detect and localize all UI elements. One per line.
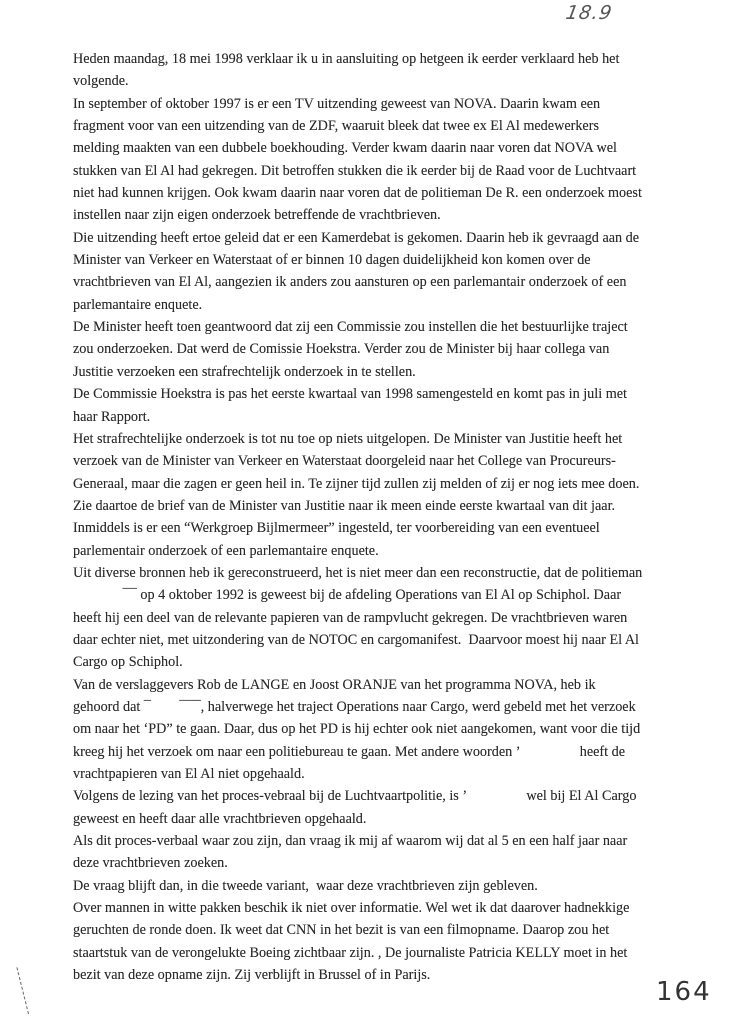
text-line: Die uitzending heeft ertoe geleid dat er een Kamerdebat is gekomen. Daarin heb ik gevraagd aan de — [73, 229, 640, 246]
text-line: niet had kunnen krijgen. Ook kwam daarin naar voren dat de politieman De R. een onderzoek moest — [73, 185, 642, 202]
text-line: In september of oktober 1997 is er een TV uitzending geweest van NOVA. Daarin kwam een — [73, 95, 601, 112]
text-line: instellen naar zijn eigen onderzoek betreffende de vrachtbrieven. — [73, 207, 441, 224]
text-line: parlementair onderzoek of een parlemantaire enquete. — [73, 542, 379, 559]
text-line: De Minister heeft toen geantwoord dat zij een Commissie zou instellen die het bestuurlijke traject — [73, 319, 628, 336]
text-line: geweest en heeft daar alle vrachtbrieven opgehaald. — [73, 810, 367, 827]
text-line: Zie daartoe de brief van de Minister van Justitie naar ik meen einde eerste kwartaal van dit jaar. — [73, 497, 616, 514]
text-line: Minister van Verkeer en Waterstaat of er binnen 10 dagen duidelijkheid kon komen over de — [73, 252, 591, 269]
text-line: haar Rapport. — [73, 408, 151, 425]
handwritten-page-number: 164 — [656, 977, 712, 1007]
text-line: om naar het ‘PD” te gaan. Daar, dus op het PD is hij echter ook niet aangekomen, want voor die tijd — [73, 721, 641, 738]
text-line: bezit van deze opname zijn. Zij verblijft in Brussel of in Parijs. — [73, 967, 431, 984]
text-line: De Commissie Hoekstra is pas het eerste kwartaal van 1998 samengesteld en komt pas in juli met — [73, 386, 627, 403]
text-line: Uit diverse bronnen heb ik gereconstrueerd, het is niet meer dan een reconstructie, dat de politieman — [73, 564, 643, 581]
text-line: Generaal, maar die zagen er geen heil in. Te zijner tijd zullen zij melden of zij er nog iets mee doen. — [73, 475, 640, 492]
text-line: heeft hij een deel van de relevante papieren van de rampvlucht gekregen. De vrachtbrieven waren — [73, 609, 628, 626]
text-line: Inmiddels is er een “Werkgroep Bijlmermeer” ingesteld, ter voorbereiding van een eventueel — [73, 520, 600, 537]
handwritten-annotation-top: 18.9 — [564, 2, 615, 24]
text-line: Over mannen in witte pakken beschik ik niet over informatie. Wel wet ik dat daarover hadnekkige — [73, 900, 630, 917]
text-line: Het strafrechtelijke onderzoek is tot nu toe op niets uitgelopen. De Minister van Justitie heeft het — [73, 430, 623, 447]
text-line: kreeg hij het verzoek om naar een politiebureau te gaan. Met andere woorden ’ heeft de — [73, 743, 626, 760]
text-line: vrachtbrieven van El Al, aangezien ik anders zou aansturen op een parlemantair onderzoek of een — [73, 274, 627, 291]
text-line: Van de verslaggevers Rob de LANGE en Joost ORANJE van het programma NOVA, heb ik — [73, 676, 596, 693]
text-line: volgende. — [73, 73, 129, 90]
text-line: gehoord dat ¯ ¯¯¯, halverwege het traject Operations naar Cargo, werd gebeld met het verzoek — [73, 698, 636, 715]
text-line: Justitie verzoeken een strafrechtelijk onderzoek in te stellen. — [73, 363, 416, 380]
margin-pen-mark — [16, 964, 42, 1014]
text-line: fragment voor van een uitzending van de ZDF, waaruit bleek dat twee ex El Al medewerkers — [73, 118, 599, 135]
text-line: parlemantaire enquete. — [73, 296, 203, 313]
text-line: Heden maandag, 18 mei 1998 verklaar ik u in aansluiting op hetgeen ik eerder verklaard heb het — [73, 51, 620, 67]
text-line: Volgens de lezing van het proces-vebraal bij de Luchtvaartpolitie, is ’ wel bij El Al Cargo — [73, 788, 637, 805]
text-line: stukken van El Al had gekregen. Dit betroffen stukken die ik eerder bij de Raad voor de Luchtvaart — [73, 162, 637, 179]
text-line: De vraag blijft dan, in die tweede variant, waar deze vrachtbrieven zijn gebleven. — [73, 877, 538, 894]
text-line: daar echter niet, met uitzondering van de NOTOC en cargomanifest. Daarvoor moest hij naar El Al — [73, 631, 640, 648]
text-line: zou onderzoeken. Dat werd de Comissie Hoekstra. Verder zou de Minister bij haar collega van — [73, 341, 610, 358]
text-line: ¯¯ op 4 oktober 1992 is geweest bij de afdeling Operations van El Al op Schiphol. Daar — [73, 587, 622, 604]
text-line: deze vrachtbrieven zoeken. — [73, 855, 228, 872]
text-line: verzoek van de Minister van Verkeer en Waterstaat doorgeleid naar het College van Procureurs- — [73, 453, 616, 470]
text-line: staartstuk van de verongelukte Boeing zichtbaar zijn. , De journaliste Patricia KELLY moet in het — [73, 944, 628, 961]
statement-body — [73, 48, 693, 986]
text-line: melding maakten van een dubbele boekhouding. Verder kwam daarin naar voren dat NOVA wel — [73, 140, 617, 157]
text-line: Als dit proces-verbaal waar zou zijn, dan vraag ik mij af waarom wij dat al 5 en een half jaar naar — [73, 833, 628, 850]
text-line: geruchten de ronde doen. Ik weet dat CNN in het bezit is van een filmopname. Daarop zou het — [73, 922, 610, 939]
text-line: Cargo op Schiphol. — [73, 654, 183, 671]
text-line: vrachtpapieren van El Al niet opgehaald. — [73, 766, 305, 782]
